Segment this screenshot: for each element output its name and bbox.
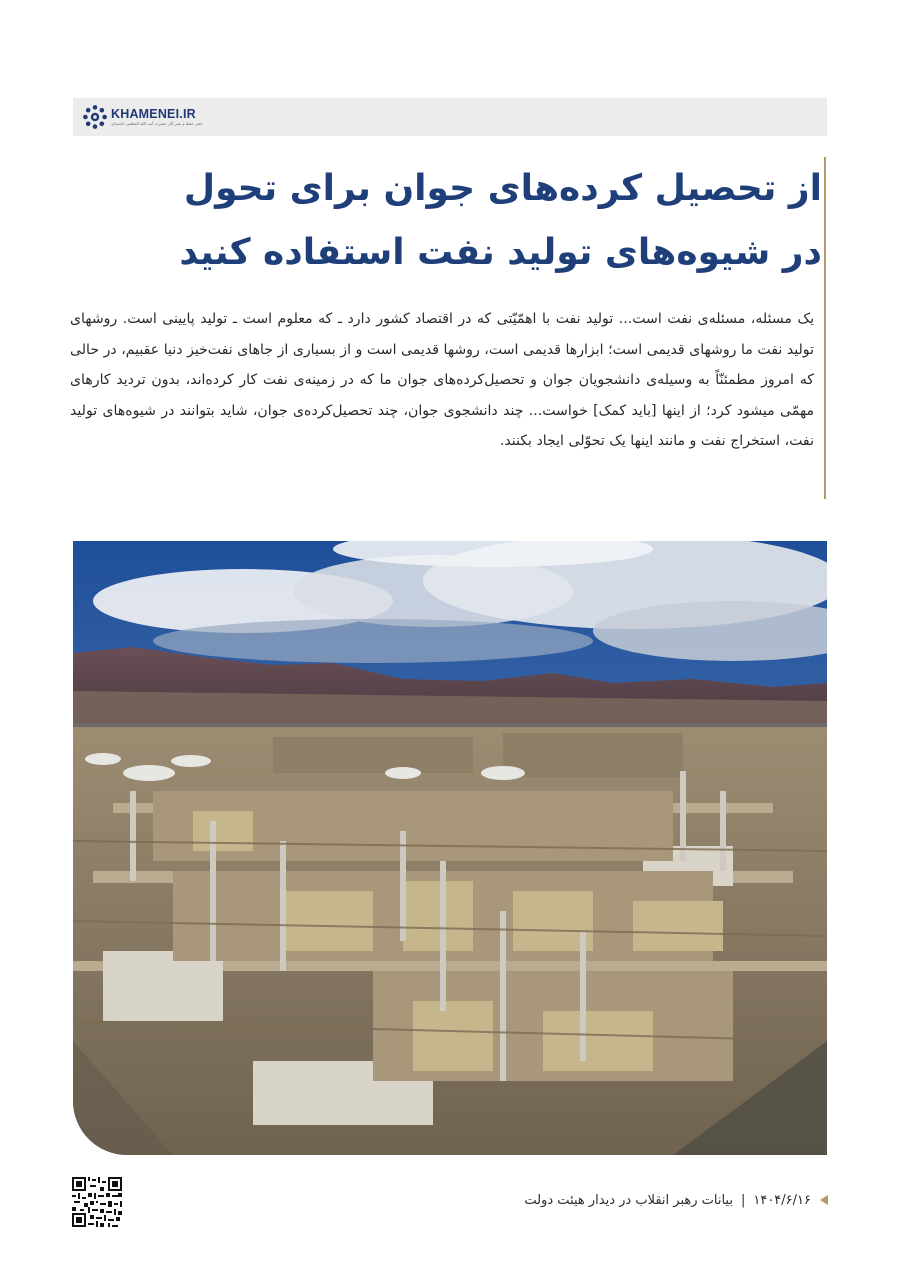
logo-subtitle: دفتر حفظ و نشر آثار حضرت آیت الله العظمی خامنه‌ای [111,120,203,126]
page-title [179,157,822,287]
footer-separator: | [740,1192,746,1208]
khamenei-emblem-icon [82,104,108,130]
refinery-photo [73,541,827,1155]
quote-body: یک مسئله، مسئله‌ی نفت است... تولید نفت با اهمّیّتی که در اقتصاد کشور دارد ـ که معلوم است ـ تولید پایینی است. روشهای تولید نفت ما روشهای قدیمی است؛ ابزارها قدیمی است، روشها قدیمی است و از بسیاری از جاهای نفت‌خیز دنیا عقبیم، در حالی که امروز مطمئنّاً به وسیله‌ی دانشجویان جوان و تحصیل‌کرده‌های جوان ما که در زمینه‌ی نفت کار کرده‌اند، بدون تردید کارهای مهمّی میشود کرد؛ از اینها [باید کمک] خواست... چند دانشجوی جوان، چند تحصیل‌کرده‌ی جوان، شاید بتوانند در شیوه‌های تولید نفت، استخراج نفت و مانند اینها یک تحوّلی ایجاد بکنند. [70,311,814,450]
triangle-marker-icon [820,1195,828,1205]
footer-date: ۱۴۰۴/۶/۱۶ [753,1192,811,1208]
title-line-2: در شیوه‌های تولید نفت استفاده کنید [179,232,822,273]
qr-code-icon[interactable] [72,1177,122,1227]
logo-wordmark: KHAMENEI.IR [111,106,196,121]
accent-rule [824,157,826,499]
site-logo[interactable] [82,104,222,130]
title-line-1: از تحصیل کرده‌های جوان برای تحول [183,168,822,209]
refinery-photo-illustration [73,541,827,1155]
footer-source: بیانات رهبر انقلاب در دیدار هیئت دولت [524,1192,733,1208]
footer-citation [524,1186,828,1214]
